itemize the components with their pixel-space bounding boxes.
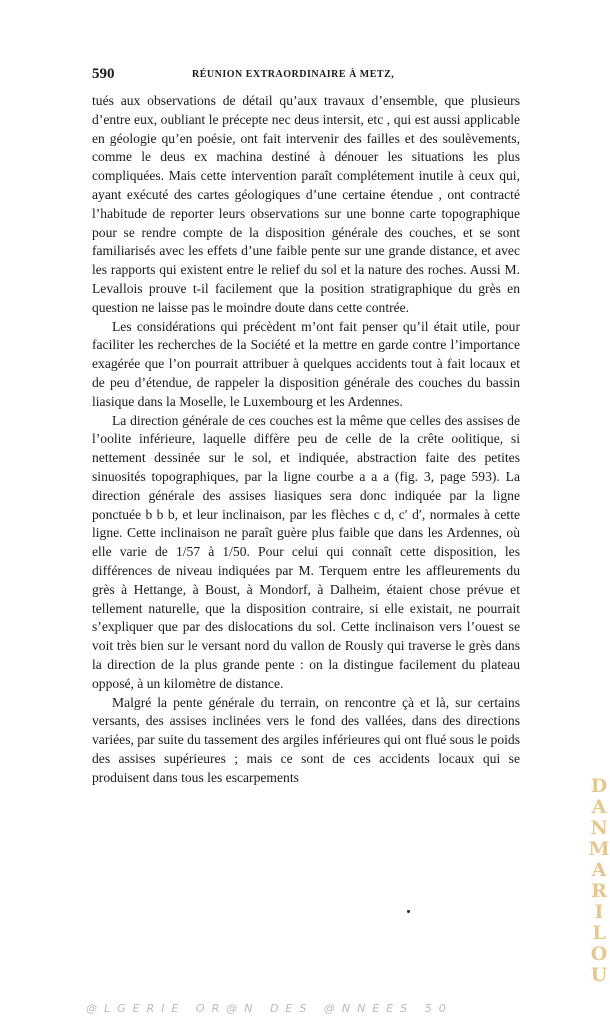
body-text (92, 92, 520, 787)
paragraph-2: Les considérations qui précèdent m’ont fait penser qu’il était utile, pour faciliter les recherches de la Société et la mettre en garde contre l’importance exagérée que l’on pourrait attribuer à quelques accidents tout à fait locaux et de peu d’étendue, de rappeler la disposition générale des couches du bassin liasique dans la Moselle, le Luxembourg et les Ardennes. (92, 318, 520, 409)
bottom-watermark: @LGERIE OR@N DES @NNEES 50 (86, 1002, 453, 1015)
side-watermark: DANMARILOU (588, 775, 610, 986)
paragraph-3: La direction générale de ces couches est la même que celles des assises de l’oolite inférieure, laquelle diffère peu de celle de la crête oolitique, si nettement dessinée sur le sol, et indiquée, abstraction faite des petites sinuosités topographiques, par la ligne courbe a a a (fig. 3, page 593). La direction générale des assises liasiques sera donc indiquée par la ligne ponctuée b b b, et leur inclinaison, par les flèches c d, c′ d′, normales à cette ligne. Cette inclinaison ne paraît guère plus faible que dans les Ardennes, où elle varie de 1/57 à 1/50. Pour celui qui connaît cette disposition, les différences de niveau indiquées par M. Terquem entre les affleurements du grès à Hettange, à Boust, à Mondorf, à Dalheim, étaient chose prévue et tellement naturelle, que la disposition contraire, si elle existait, ne pourrait s’expliquer que par des dislocations du sol. Cette inclinaison vers l’ouest se voit très bien sur le versant nord du vallon de Rously qui traverse le grès dans la direction de la plus grande pente : on la distingue facilement du plateau opposé, à un kilomètre de distance. (92, 412, 520, 691)
page-number: 590 (92, 66, 115, 82)
stray-dot (407, 910, 410, 913)
page-header (92, 66, 520, 84)
paragraph-1: tués aux observations de détail qu’aux travaux d’ensemble, que plusieurs d’entre eux, oubliant le précepte nec deus intersit, etc , qui est aussi applicable en géologie qu’en poésie, ont fait intervenir des failles et des soulèvements, comme le deus ex machina destiné à dénouer les situations les plus compliquées. Mais cette intervention paraît complétement inutile à ceux qui, ayant exécuté des cartes géologiques d’une certaine étendue , ont contracté l’habitude de reporter leurs observations sur une bonne carte topographique pour se rendre compte de la disposition générale des couches, et se sont familiarisés avec les effets d’une faible pente sur une grande distance, et avec les rapports qui existent entre le relief du sol et la nature des roches. Aussi M. Levallois prouve t-il facilement que la position stratigraphique du grès en question ne laisse pas le moindre doute dans cette contrée. (92, 93, 520, 315)
paragraph-4: Malgré la pente générale du terrain, on rencontre çà et là, sur certains versants, des assises inclinées vers le fond des vallées, dans des directions variées, par suite du tassement des argiles inférieures qui ont flué sous le poids des assises supérieures ; mais ce sont de ces accidents locaux qui se produisent dans tous les escarpements (92, 694, 520, 785)
running-head: RÉUNION EXTRAORDINAIRE À METZ, (192, 69, 395, 80)
